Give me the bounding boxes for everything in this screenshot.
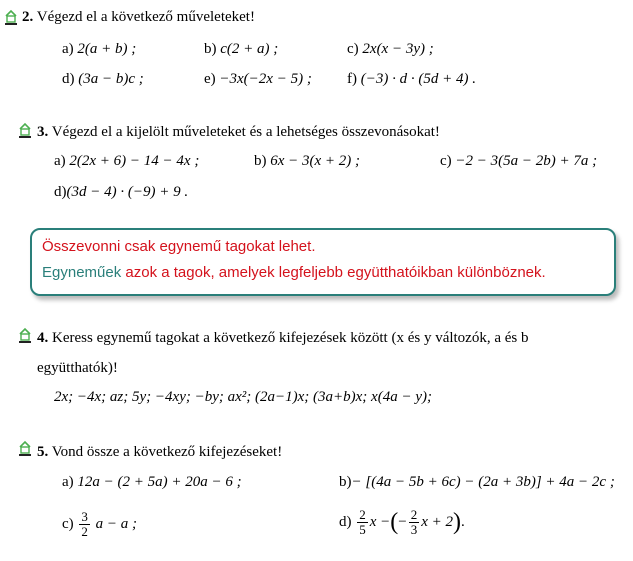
ex5-c-numerator: 3 — [81, 509, 88, 524]
ex2-number: 2. — [22, 9, 34, 25]
ex5-d-denominator-1: 5 — [359, 522, 366, 537]
ex2-item-e — [204, 71, 312, 88]
ex5-expr-a: 12a − (2 + 5a) + 20a − 6 ; — [77, 474, 242, 490]
ex5-d-fraction-1 — [357, 508, 368, 537]
ex4-header — [37, 330, 529, 347]
ex3-item-a — [54, 153, 199, 170]
ex5-item-b — [339, 474, 615, 491]
ex3-expr-a: 2(2x + 6) − 14 − 4x ; — [69, 153, 200, 169]
home-icon — [4, 9, 18, 25]
ex3-label-c: c) — [440, 153, 452, 169]
home-icon — [18, 122, 32, 138]
ex5-item-d — [339, 508, 465, 537]
ex2-header — [22, 9, 255, 26]
ex2-expr-b: c(2 + a) ; — [220, 41, 279, 57]
ex3-expr-d: (3d − 4) · (−9) + 9 . — [66, 184, 189, 200]
rule-definition: azok a tagok, amelyek legfeljebb együtthatóikban különböznek. — [121, 264, 546, 281]
rule-term: Egyneműek — [42, 264, 122, 281]
ex5-d-fraction-2 — [409, 508, 420, 537]
rule-box — [30, 228, 616, 296]
ex2-expr-d: (3a − b)c ; — [78, 71, 144, 87]
ex4-title-line2: együtthatók)! — [37, 360, 118, 376]
ex5-d-rest: x + 2 — [421, 513, 454, 530]
ex5-label-d: d) — [339, 513, 352, 530]
ex2-label-c: c) — [347, 41, 359, 57]
ex3-item-c — [440, 153, 597, 170]
ex5-item-c — [62, 510, 137, 539]
ex5-label-c: c) — [62, 515, 74, 532]
ex5-expr-b: − [(4a − 5b + 6c) − (2a + 3b)] + 4a − 2c ; — [351, 474, 615, 490]
ex3-label-a: a) — [54, 153, 66, 169]
ex2-item-b — [204, 41, 278, 58]
ex5-c-denominator: 2 — [81, 524, 88, 539]
ex2-expr-c: 2x(x − 3y) ; — [362, 41, 434, 57]
ex4-expression-list: 2x; −4x; az; 5y; −4xy; −by; ax²; (2a−1)x; (3a+b)x; x(4a − y); — [54, 389, 432, 405]
ex2-label-a: a) — [62, 41, 74, 57]
ex5-header — [37, 444, 282, 461]
ex2-label-d: d) — [62, 71, 75, 87]
ex3-header — [37, 124, 440, 141]
ex2-label-e: e) — [204, 71, 216, 87]
ex3-label-d: d) — [54, 184, 67, 200]
ex3-item-b — [254, 153, 360, 170]
ex5-d-denominator-2: 3 — [410, 522, 418, 537]
ex5-d-minus: − — [398, 513, 407, 530]
ex2-item-a — [62, 41, 136, 58]
ex5-d-numerator-1: 2 — [359, 507, 366, 522]
ex3-expr-c: −2 − 3(5a − 2b) + 7a ; — [455, 153, 598, 169]
ex3-number: 3. — [37, 124, 49, 140]
ex3-title: Végezd el a kijelölt műveleteket és a lehetséges összevonásokat! — [51, 124, 440, 140]
ex5-c-rest: a − a ; — [95, 515, 138, 532]
ex2-expr-f: (−3) · d · (5d + 4) . — [360, 71, 476, 87]
rule-line-1: Összevonni csak egynemű tagokat lehet. — [42, 238, 316, 255]
rule-line-2 — [42, 264, 546, 281]
ex3-item-d — [54, 184, 188, 201]
ex2-item-d — [62, 71, 144, 88]
ex2-label-f: f) — [347, 71, 357, 87]
ex5-d-end: . — [461, 513, 465, 530]
ex4-number: 4. — [37, 330, 49, 346]
ex5-d-numerator-2: 2 — [410, 507, 418, 522]
home-icon — [18, 440, 32, 456]
ex5-d-paren-open: ( — [390, 509, 399, 535]
ex2-expr-a: 2(a + b) ; — [77, 41, 137, 57]
ex5-d-paren-close: ) — [453, 509, 462, 535]
ex2-item-f — [347, 71, 476, 88]
ex5-number: 5. — [37, 444, 49, 460]
ex5-title: Vond össze a következő kifejezéseket! — [51, 444, 283, 460]
ex2-expr-e: −3x(−2x − 5) ; — [219, 71, 312, 87]
ex4-title-line1: Keress egynemű tagokat a következő kifejezések között (x és y változók, a és b — [52, 330, 529, 346]
ex5-d-mid: x − — [369, 513, 391, 530]
ex2-item-c — [347, 41, 434, 58]
home-icon — [18, 327, 32, 343]
ex5-label-a: a) — [62, 474, 74, 490]
ex2-title: Végezd el a következő műveleteket! — [36, 9, 255, 25]
ex5-item-a — [62, 474, 242, 491]
ex3-label-b: b) — [254, 153, 267, 169]
ex5-c-fraction — [79, 510, 90, 539]
ex5-label-b: b) — [339, 474, 352, 490]
ex3-expr-b: 6x − 3(x + 2) ; — [270, 153, 361, 169]
ex2-label-b: b) — [204, 41, 217, 57]
